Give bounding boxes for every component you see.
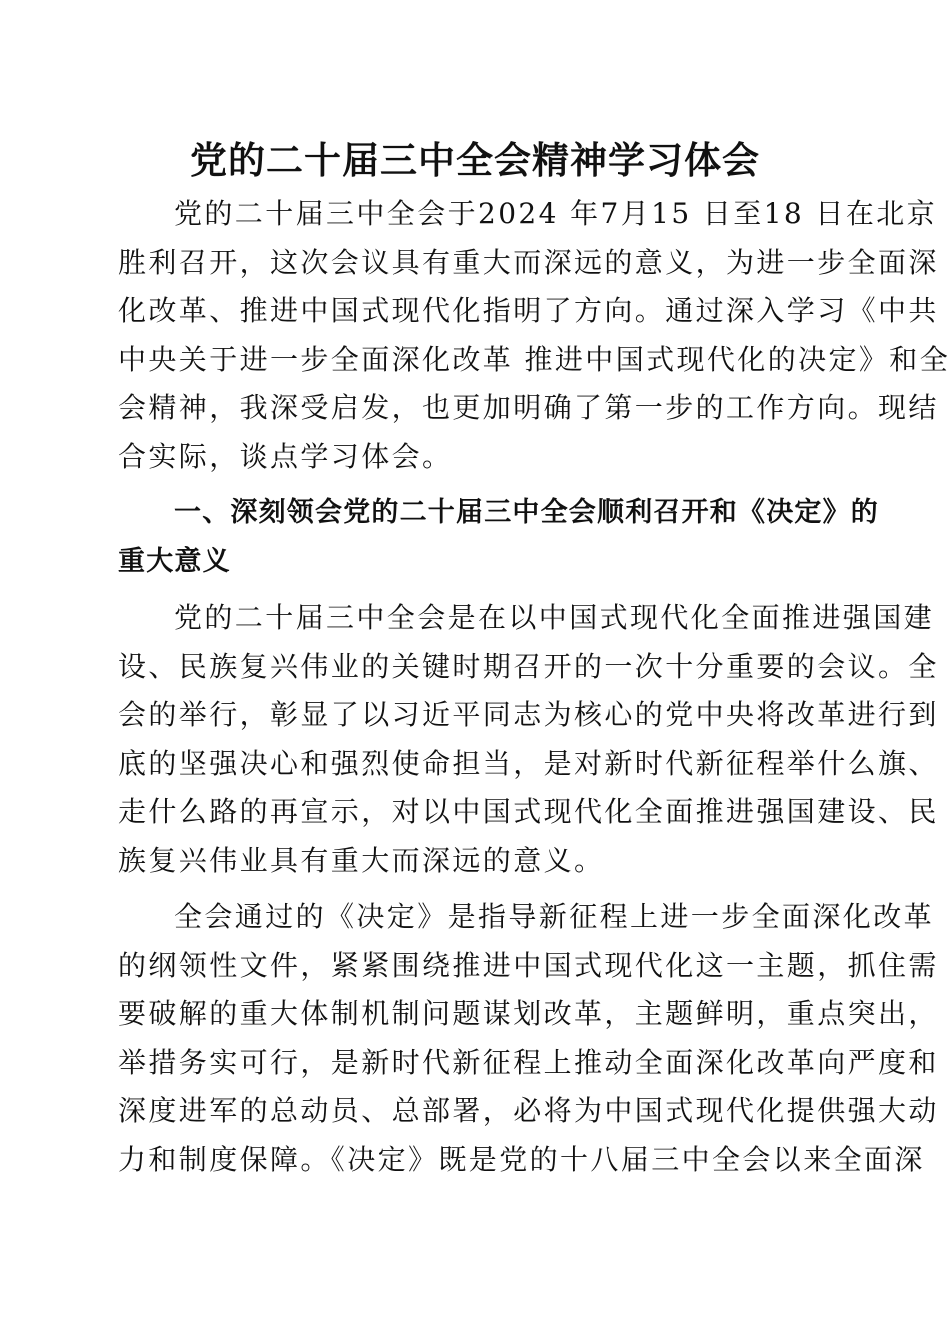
text-line: 举措务实可行，是新时代新征程上推动全面深化改革向严度和 — [118, 1045, 939, 1079]
paragraph-decision — [118, 893, 939, 1184]
text-line: 力和制度保障。《决定》既是党的十八届三中全会以来全面深 — [118, 1142, 925, 1176]
paragraph-significance — [118, 594, 939, 885]
text-line: 设、民族复兴伟业的关键时期召开的一次十分重要的会议。全 — [118, 649, 939, 683]
text-line: 全会通过的《决定》是指导新征程上进一步全面深化改革 — [174, 900, 935, 933]
text-line: 族复兴伟业具有重大而深远的意义。 — [118, 843, 605, 877]
document-body — [118, 190, 950, 1184]
text-line: 胜利召开，这次会议具有重大而深远的意义，为进一步全面深 — [118, 245, 939, 279]
text-line: 会的举行，彰显了以习近平同志为核心的党中央将改革进行到 — [118, 698, 939, 731]
text-line: 深度进军的总动员、总部署，必将为中国式现代化提供强大动 — [118, 1094, 939, 1127]
text-line: 要破解的重大体制机制问题谋划改革，主题鲜明，重点突出， — [118, 997, 939, 1030]
text-line: 党的二十届三中全会是在以中国式现代化全面推进强国建 — [174, 601, 935, 634]
text-line: 合实际，谈点学习体会。 — [118, 439, 453, 473]
heading-line: 重大意义 — [118, 545, 231, 577]
section-heading — [118, 489, 879, 586]
document-title: 党的二十届三中全会精神学习体会 — [190, 138, 760, 182]
text-line: 走什么路的再宣示，对以中国式现代化全面推进强国建设、民 — [118, 795, 939, 828]
text-line: 的纲领性文件，紧紧围绕推进中国式现代化这一主题，抓住需 — [118, 948, 939, 982]
text-line: 底的坚强决心和强烈使命担当，是对新时代新征程举什么旗、 — [118, 746, 939, 780]
text-line: 中央关于进一步全面深化改革 推进中国式现代化的决定》和全 — [118, 342, 950, 376]
text-line: 会精神，我深受启发，也更加明确了第一步的工作方向。现结 — [118, 391, 939, 424]
paragraph-intro — [118, 190, 950, 481]
text-line: 化改革、推进中国式现代化指明了方向。通过深入学习《中共 — [118, 294, 939, 327]
text-line: 党的二十届三中全会于2024 年7月15 日至18 日在北京 — [174, 197, 938, 230]
heading-line: 一、深刻领会党的二十届三中全会顺利召开和《决定》的 — [174, 497, 879, 528]
